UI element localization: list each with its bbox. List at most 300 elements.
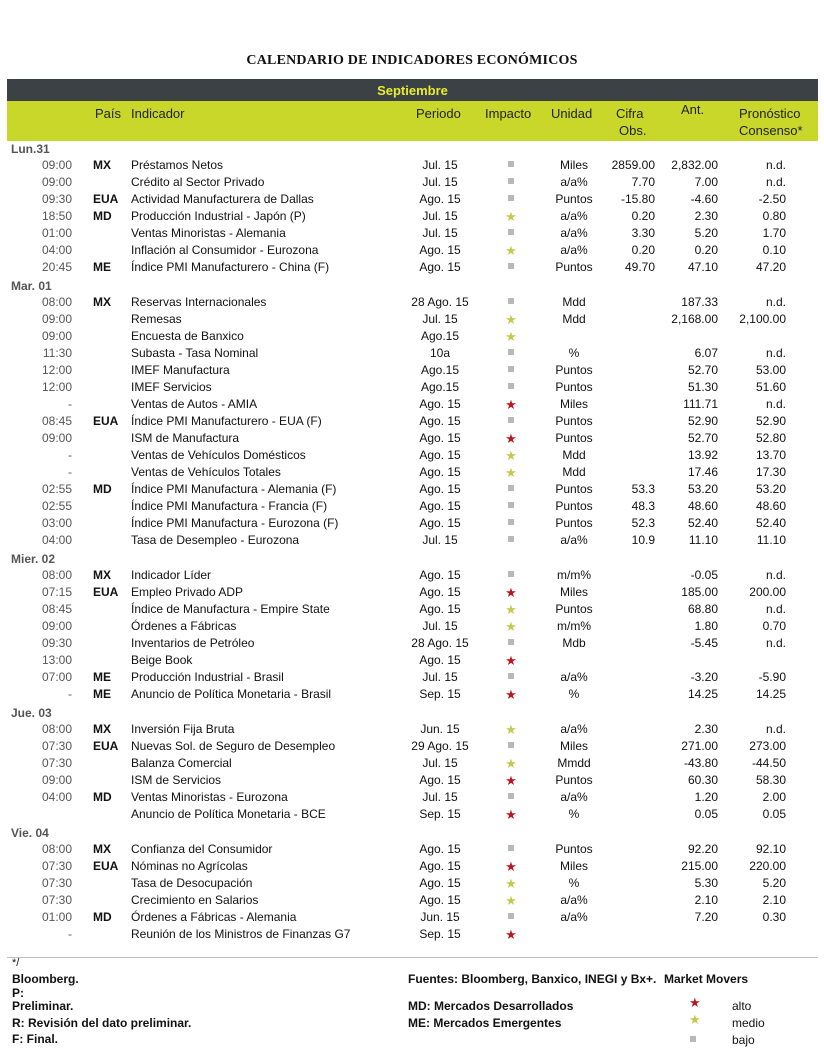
cell-time: 09:00 [41, 773, 72, 787]
cell-unit: Puntos [555, 499, 593, 513]
cell-indicator: Inventarios de Petróleo [131, 636, 255, 650]
cell-indicator: Ventas de Vehículos Totales [131, 465, 281, 479]
table-row [0, 447, 824, 464]
header-periodo: Periodo [416, 106, 461, 121]
cell-period: Ago. 15 [419, 465, 461, 479]
impact-low-square-icon [500, 738, 522, 755]
cell-indicator: Actividad Manufacturera de Dallas [131, 192, 314, 206]
cell-indicator: Tasa de Desempleo - Eurozona [131, 533, 300, 547]
table-row [0, 635, 824, 652]
cell-time: 08:45 [41, 414, 72, 428]
cell-time: - [68, 448, 72, 462]
cell-ant: 7.20 [694, 910, 718, 924]
table-row [0, 362, 824, 379]
impact-low-square-icon [500, 413, 522, 430]
cell-ant: 1.80 [694, 619, 718, 633]
day-header [0, 551, 824, 568]
cell-period: Ago. 15 [419, 516, 461, 530]
impact-low-square-icon [500, 909, 522, 926]
cell-ant: 52.70 [687, 431, 718, 445]
cell-indicator: Préstamos Netos [131, 158, 224, 172]
cell-unit: % [568, 807, 580, 821]
cell-ant: 6.07 [694, 346, 718, 360]
impact-high-star-icon: ★ [505, 927, 517, 942]
impact-high-star-icon: ★ [505, 807, 517, 822]
cell-ant: 271.00 [681, 739, 718, 753]
table-row [0, 413, 824, 430]
cell-time: 09:00 [41, 329, 72, 343]
cell-period: Ago.15 [420, 363, 460, 377]
cell-indicator: Anuncio de Política Monetaria - Brasil [131, 687, 332, 701]
cell-indicator: Órdenes a Fábricas [131, 619, 237, 633]
cell-unit: Puntos [555, 842, 593, 856]
cell-forecast: 0.05 [762, 807, 786, 821]
cell-unit: a/a% [560, 533, 588, 547]
impact-high-star-icon: ★ [505, 687, 517, 702]
footer-note-mark: */ [12, 957, 20, 969]
cell-ant: 52.90 [687, 414, 718, 428]
page-title: CALENDARIO DE INDICADORES ECONÓMICOS [246, 53, 578, 68]
cell-ant: 92.20 [687, 842, 718, 856]
impact-high-star-icon: ★ [505, 397, 517, 412]
cell-ant: 68.80 [687, 602, 718, 616]
footer-left-2: Preliminar. [12, 999, 74, 1013]
cell-ant: 53.20 [687, 482, 718, 496]
table-row [0, 191, 824, 208]
cell-time: 09:00 [41, 431, 72, 445]
cell-period: 28 Ago. 15 [411, 295, 469, 309]
cell-ant: 17.46 [687, 465, 718, 479]
cell-time: 08:00 [41, 842, 72, 856]
cell-unit: a/a% [560, 722, 588, 736]
cell-time: 09:00 [41, 158, 72, 172]
cell-country: EUA [93, 585, 119, 599]
cell-country: EUA [93, 739, 119, 753]
table-row [0, 157, 824, 174]
cell-obs: 7.70 [631, 175, 655, 189]
cell-unit: Puntos [555, 516, 593, 530]
cell-period: Ago. 15 [419, 260, 461, 274]
legend-star-mid-icon: ★ [689, 1012, 701, 1027]
cell-time: 20:45 [41, 260, 72, 274]
cell-forecast: -44.50 [751, 756, 786, 770]
table-row [0, 294, 824, 311]
cell-unit: % [568, 687, 580, 701]
legend-high: alto [732, 999, 752, 1013]
table-row [0, 464, 824, 481]
cell-unit: % [568, 346, 580, 360]
cell-period: Ago. 15 [419, 859, 461, 873]
legend-title: Market Movers [664, 972, 749, 986]
cell-period: Ago. 15 [419, 876, 461, 890]
cell-period: Jun. 15 [420, 722, 460, 736]
cell-indicator: ISM de Servicios [131, 773, 222, 787]
impact-mid-star-icon: ★ [505, 465, 517, 480]
table-row [0, 567, 824, 584]
cell-time: 12:00 [41, 363, 72, 377]
cell-forecast: 58.30 [755, 773, 786, 787]
legend-low: bajo [732, 1033, 755, 1047]
header-unidad: Unidad [551, 106, 593, 121]
cell-period: Jul. 15 [422, 670, 458, 684]
cell-forecast: 92.10 [755, 842, 786, 856]
header-indicador: Indicador [131, 106, 185, 121]
impact-low-square-icon [500, 515, 522, 532]
cell-time: 04:00 [41, 243, 72, 257]
cell-obs: 53.3 [631, 482, 655, 496]
cell-country: EUA [93, 414, 119, 428]
cell-forecast: 11.10 [756, 533, 786, 547]
table-row [0, 481, 824, 498]
cell-indicator: Tasa de Desocupación [131, 876, 253, 890]
impact-high-star-icon: ★ [505, 859, 517, 874]
cell-period: Ago. 15 [419, 773, 461, 787]
impact-low-square-icon [500, 191, 522, 208]
cell-period: Ago. 15 [419, 431, 461, 445]
footer-left-0: Bloomberg. [12, 972, 79, 986]
cell-forecast: 0.30 [762, 910, 786, 924]
cell-time: 08:00 [41, 568, 72, 582]
footer-left-1: P: [12, 986, 24, 1000]
cell-period: Jul. 15 [422, 158, 458, 172]
cell-ant: 60.30 [687, 773, 718, 787]
cell-ant: 7.00 [694, 175, 718, 189]
cell-country: MX [93, 568, 111, 582]
cell-period: Ago. 15 [419, 602, 461, 616]
header-pronostico: Pronóstico [739, 106, 801, 121]
cell-indicator: Índice PMI Manufactura - Eurozona (F) [131, 516, 339, 530]
legend-square-low-icon [690, 1033, 696, 1047]
cell-forecast: -2.50 [758, 192, 786, 206]
cell-ant: 185.00 [681, 585, 718, 599]
cell-obs: 2859.00 [611, 158, 655, 172]
table-row [0, 618, 824, 635]
cell-ant: 52.40 [687, 516, 718, 530]
cell-ant: 2.10 [694, 893, 718, 907]
table-row [0, 721, 824, 738]
cell-unit: a/a% [560, 893, 588, 907]
cell-period: 29 Ago. 15 [411, 739, 469, 753]
cell-indicator: Nuevas Sol. de Seguro de Desempleo [131, 739, 336, 753]
cell-forecast: n.d. [765, 636, 786, 650]
cell-unit: Miles [559, 158, 588, 172]
footer [0, 955, 824, 1050]
impact-low-square-icon [500, 225, 522, 242]
cell-forecast: 220.00 [749, 859, 786, 873]
cell-indicator: Encuesta de Banxico [131, 329, 244, 343]
header-obs: Obs. [619, 123, 647, 138]
footer-left-4: F: Final. [12, 1032, 58, 1046]
cell-time: 13:00 [41, 653, 72, 667]
cell-forecast: n.d. [765, 602, 786, 616]
impact-low-square-icon [500, 294, 522, 311]
cell-unit: a/a% [560, 226, 588, 240]
cell-forecast: n.d. [765, 397, 786, 411]
cell-unit: a/a% [560, 175, 588, 189]
cell-country: ME [93, 670, 111, 684]
cell-obs: -15.80 [620, 192, 655, 206]
impact-low-square-icon [500, 157, 522, 174]
cell-time: 07:15 [41, 585, 72, 599]
cell-ant: -43.80 [683, 756, 718, 770]
cell-indicator: IMEF Manufactura [131, 363, 230, 377]
cell-forecast: 47.20 [755, 260, 786, 274]
cell-country: MD [93, 209, 112, 223]
day-label: Mier. 02 [11, 552, 56, 566]
table-row [0, 532, 824, 549]
cell-indicator: Reunión de los Ministros de Finanzas G7 [131, 927, 351, 941]
cell-indicator: Índice de Manufactura - Empire State [131, 602, 330, 616]
cell-country: MD [93, 910, 112, 924]
cell-time: 09:00 [41, 619, 72, 633]
cell-indicator: Producción Industrial - Japón (P) [131, 209, 306, 223]
cell-period: Ago. 15 [419, 499, 461, 513]
impact-mid-star-icon: ★ [505, 893, 517, 908]
cell-forecast: 17.30 [755, 465, 786, 479]
cell-time: 04:00 [41, 533, 72, 547]
cell-forecast: 0.70 [762, 619, 786, 633]
header-pais: País [95, 106, 122, 121]
cell-country: MX [93, 722, 111, 736]
cell-unit: a/a% [560, 243, 588, 257]
cell-indicator: Crédito al Sector Privado [131, 175, 265, 189]
impact-low-square-icon [500, 379, 522, 396]
cell-indicator: Reservas Internacionales [131, 295, 267, 309]
cell-time: 07:30 [41, 893, 72, 907]
cell-ant: 215.00 [681, 859, 718, 873]
day-label: Jue. 03 [11, 706, 52, 720]
cell-ant: 111.71 [683, 397, 718, 411]
cell-forecast: 14.25 [755, 687, 786, 701]
cell-ant: -4.60 [690, 192, 718, 206]
table-row [0, 311, 824, 328]
cell-unit: Miles [559, 397, 588, 411]
cell-forecast: 5.20 [762, 876, 786, 890]
footer-sources: Fuentes: Bloomberg, Banxico, INEGI y Bx+. [408, 972, 657, 986]
impact-low-square-icon [500, 362, 522, 379]
cell-time: 09:30 [41, 636, 72, 650]
cell-ant: 2.30 [694, 722, 718, 736]
cell-ant: 14.25 [687, 687, 718, 701]
cell-period: Ago. 15 [419, 653, 461, 667]
impact-mid-star-icon: ★ [505, 243, 517, 258]
cell-period: Ago.15 [420, 329, 460, 343]
impact-low-square-icon [500, 841, 522, 858]
header-impacto: Impacto [485, 106, 532, 121]
cell-ant: 51.30 [687, 380, 718, 394]
cell-unit: Puntos [555, 602, 593, 616]
cell-indicator: Nóminas no Agrícolas [131, 859, 248, 873]
cell-period: Jul. 15 [422, 533, 458, 547]
impact-low-square-icon [500, 259, 522, 276]
cell-period: Ago.15 [420, 380, 460, 394]
cell-forecast: 52.90 [755, 414, 786, 428]
cell-time: 18:50 [41, 209, 72, 223]
cell-indicator: Remesas [131, 312, 182, 326]
cell-period: Ago. 15 [419, 482, 461, 496]
cell-period: Sep. 15 [419, 687, 461, 701]
cell-indicator: Índice PMI Manufacturero - China (F) [131, 260, 330, 274]
cell-time: 07:30 [41, 739, 72, 753]
table-row [0, 396, 824, 413]
impact-low-square-icon [500, 532, 522, 549]
cell-unit: Puntos [555, 380, 593, 394]
cell-period: 28 Ago. 15 [411, 636, 469, 650]
cell-period: Ago. 15 [419, 842, 461, 856]
cell-indicator: Indicador Líder [131, 568, 212, 582]
impact-mid-star-icon: ★ [505, 602, 517, 617]
cell-forecast: 52.80 [755, 431, 786, 445]
cell-country: EUA [93, 192, 119, 206]
day-header [0, 705, 824, 722]
cell-forecast: n.d. [765, 295, 786, 309]
cell-unit: Mdb [562, 636, 586, 650]
cell-indicator: Índice PMI Manufacturero - EUA (F) [131, 414, 322, 428]
impact-low-square-icon [500, 567, 522, 584]
cell-indicator: Ventas Minoristas - Eurozona [131, 790, 288, 804]
cell-ant: 2,832.00 [671, 158, 718, 172]
cell-unit: Puntos [555, 363, 593, 377]
cell-indicator: Inflación al Consumidor - Eurozona [131, 243, 319, 257]
cell-forecast: n.d. [765, 722, 786, 736]
cell-forecast: n.d. [765, 175, 786, 189]
month-band [7, 79, 818, 101]
table-row [0, 379, 824, 396]
cell-indicator: Empleo Privado ADP [131, 585, 244, 599]
cell-forecast: 51.60 [755, 380, 786, 394]
cell-period: 10a [429, 346, 451, 360]
cell-period: Ago. 15 [419, 243, 461, 257]
cell-ant: 52.70 [687, 363, 718, 377]
cell-period: Sep. 15 [419, 927, 461, 941]
cell-ant: -0.05 [690, 568, 718, 582]
cell-ant: -3.20 [690, 670, 718, 684]
impact-high-star-icon: ★ [505, 653, 517, 668]
cell-country: MD [93, 482, 112, 496]
cell-forecast: n.d. [765, 568, 786, 582]
cell-forecast: -5.90 [758, 670, 786, 684]
impact-high-star-icon: ★ [505, 431, 517, 446]
cell-time: 12:00 [41, 380, 72, 394]
cell-period: Sep. 15 [419, 807, 461, 821]
impact-low-square-icon [500, 498, 522, 515]
cell-period: Ago. 15 [419, 414, 461, 428]
cell-time: 03:00 [41, 516, 72, 530]
month-label: Septiembre [377, 83, 448, 98]
table-row [0, 892, 824, 909]
header-cifra: Cifra [616, 106, 644, 121]
cell-period: Ago. 15 [419, 893, 461, 907]
impact-mid-star-icon: ★ [505, 722, 517, 737]
day-header [0, 141, 824, 158]
cell-unit: Miles [559, 859, 588, 873]
footer-me: ME: Mercados Emergentes [408, 1016, 562, 1030]
table-row [0, 841, 824, 858]
impact-high-star-icon: ★ [505, 585, 517, 600]
impact-low-square-icon [500, 481, 522, 498]
cell-indicator: ISM de Manufactura [131, 431, 240, 445]
table-row [0, 328, 824, 345]
cell-time: 02:55 [41, 482, 72, 496]
header-consenso: Consenso* [739, 123, 803, 138]
cell-ant: 13.92 [687, 448, 718, 462]
table-row [0, 926, 824, 943]
cell-indicator: Balanza Comercial [131, 756, 232, 770]
cell-period: Jul. 15 [422, 226, 458, 240]
table-row [0, 225, 824, 242]
cell-ant: 5.20 [694, 226, 718, 240]
impact-mid-star-icon: ★ [505, 209, 517, 224]
table-row [0, 601, 824, 618]
day-label: Vie. 04 [11, 826, 49, 840]
cell-ant: 5.30 [694, 876, 718, 890]
cell-time: 04:00 [41, 790, 72, 804]
cell-ant: 11.10 [688, 533, 718, 547]
impact-mid-star-icon: ★ [505, 619, 517, 634]
table-row [0, 345, 824, 362]
cell-country: MX [93, 842, 111, 856]
cell-unit: Puntos [555, 431, 593, 445]
table-row [0, 242, 824, 259]
cell-country: MD [93, 790, 112, 804]
impact-low-square-icon [500, 789, 522, 806]
cell-unit: a/a% [560, 790, 588, 804]
cell-forecast: 1.70 [762, 226, 786, 240]
cell-period: Jul. 15 [422, 790, 458, 804]
cell-unit: m/m% [557, 568, 591, 582]
cell-indicator: IMEF Servicios [131, 380, 212, 394]
table-row [0, 875, 824, 892]
cell-unit: Puntos [555, 260, 593, 274]
cell-time: 07:30 [41, 859, 72, 873]
cell-ant: 0.20 [694, 243, 718, 257]
table-row [0, 584, 824, 601]
cell-time: 08:00 [41, 722, 72, 736]
table-row [0, 259, 824, 276]
table-row [0, 755, 824, 772]
cell-unit: a/a% [560, 209, 588, 223]
cell-ant: -5.45 [690, 636, 718, 650]
cell-period: Ago. 15 [419, 568, 461, 582]
cell-time: 01:00 [41, 910, 72, 924]
cell-time: 02:55 [41, 499, 72, 513]
day-label: Lun.31 [11, 142, 50, 156]
cell-period: Jul. 15 [422, 175, 458, 189]
table-row [0, 652, 824, 669]
table-row [0, 498, 824, 515]
cell-unit: Puntos [555, 192, 593, 206]
impact-mid-star-icon: ★ [505, 312, 517, 327]
cell-indicator: Ventas de Autos - AMIA [131, 397, 258, 411]
impact-mid-star-icon: ★ [505, 876, 517, 891]
cell-unit: Puntos [555, 482, 593, 496]
cell-time: - [68, 927, 72, 941]
cell-time: - [68, 687, 72, 701]
cell-ant: 48.60 [687, 499, 718, 513]
impact-low-square-icon [500, 174, 522, 191]
cell-period: Jul. 15 [422, 209, 458, 223]
impact-low-square-icon [500, 669, 522, 686]
table-row [0, 806, 824, 823]
cell-forecast: 53.20 [755, 482, 786, 496]
cell-period: Jun. 15 [420, 910, 460, 924]
cell-forecast: n.d. [765, 158, 786, 172]
cell-forecast: n.d. [765, 346, 786, 360]
cell-obs: 3.30 [631, 226, 655, 240]
legend-mid: medio [732, 1016, 765, 1030]
cell-unit: Puntos [555, 414, 593, 428]
cell-time: - [68, 465, 72, 479]
